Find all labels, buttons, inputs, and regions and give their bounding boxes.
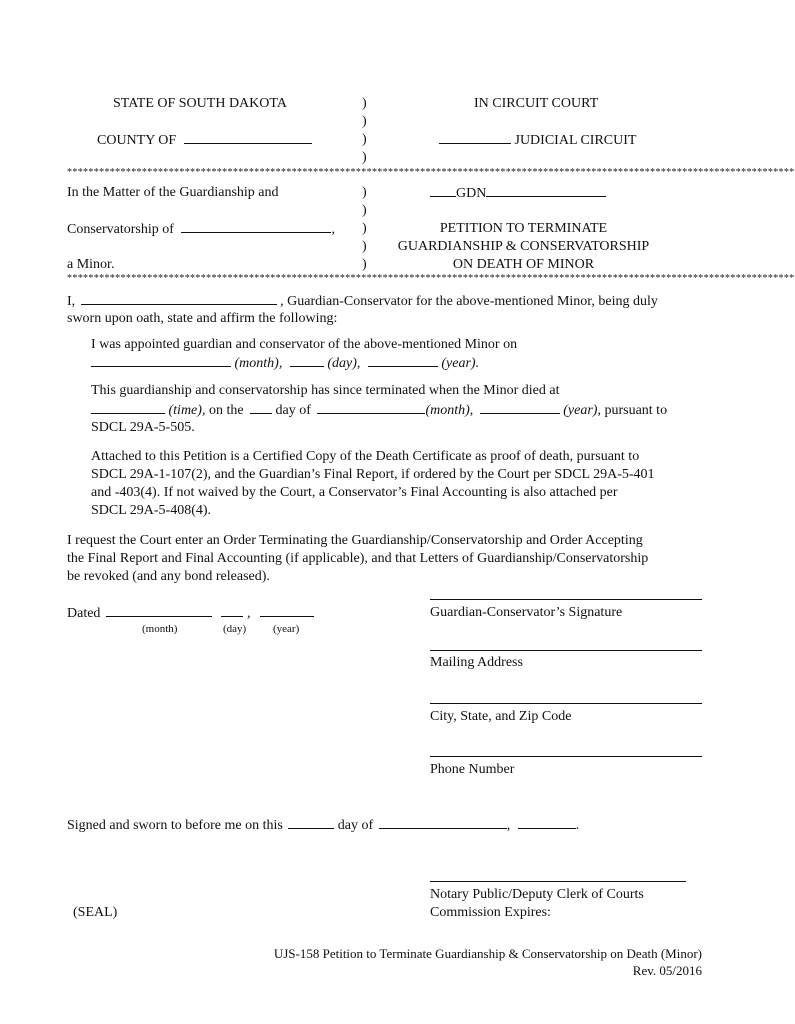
dated-line — [67, 604, 314, 622]
sworn-line — [67, 816, 579, 834]
comma: , — [278, 356, 283, 371]
matter-label: Conservatorship of — [67, 222, 174, 237]
appointed-year-blank[interactable] — [368, 354, 438, 367]
gdn-line — [430, 184, 606, 202]
intro-rest: , Guardian-Conservator for the above-mentioned Minor, being duly — [280, 294, 658, 309]
matter-line-3: a Minor. — [67, 257, 115, 272]
day-hint: (day) — [327, 356, 357, 371]
para3-line-4: SDCL 29A-5-408(4). — [91, 503, 212, 518]
caption-paren: ) — [362, 221, 367, 236]
gdn-label: GDN — [456, 186, 487, 201]
mailing-address-line[interactable] — [430, 650, 702, 651]
commission-expires-label: Commission Expires: — [430, 905, 551, 920]
seal-label: (SEAL) — [73, 905, 118, 920]
matter-line-1: In the Matter of the Guardianship and — [67, 185, 279, 200]
dated-month-blank[interactable] — [106, 604, 212, 617]
city-state-zip-label: City, State, and Zip Code — [430, 709, 572, 724]
star-divider: **************************************************************************************************************************************** — [67, 273, 795, 284]
revision-footer: Rev. 05/2016 — [632, 963, 702, 978]
period: . — [575, 818, 580, 833]
phone-line[interactable] — [430, 756, 702, 757]
phone-label: Phone Number — [430, 762, 515, 777]
doc-title-1: PETITION TO TERMINATE — [439, 221, 608, 236]
day-of: day of — [275, 403, 311, 418]
caption-paren: ) — [362, 239, 367, 254]
time-hint: (time) — [168, 403, 202, 418]
caption-paren: ) — [362, 114, 367, 129]
comma: , — [506, 818, 511, 833]
dated-year-hint: (year) — [273, 623, 300, 635]
death-year-blank[interactable] — [480, 401, 560, 414]
dated-year-blank[interactable] — [260, 604, 314, 617]
month-hint: (month) — [234, 356, 279, 371]
gdn-number-blank[interactable] — [486, 184, 606, 197]
para2-line-1: This guardianship and conservatorship has since terminated when the Minor died at — [91, 383, 560, 398]
sworn-day-blank[interactable] — [288, 816, 334, 829]
death-day-blank[interactable] — [250, 401, 272, 414]
death-month-blank[interactable] — [317, 401, 425, 414]
on-the: , on the — [201, 403, 244, 418]
comma: , — [469, 403, 474, 418]
circuit-label: JUDICIAL CIRCUIT — [514, 133, 637, 148]
para1-line-2 — [91, 354, 479, 372]
caption-paren: ) — [362, 96, 367, 111]
comma: , — [356, 356, 361, 371]
county-line — [97, 131, 312, 149]
month-hint: (month) — [425, 403, 470, 418]
caption-paren: ) — [362, 185, 367, 200]
death-time-blank[interactable] — [91, 401, 165, 414]
notary-label: Notary Public/Deputy Clerk of Courts — [430, 887, 644, 902]
intro-line-2: sworn upon oath, state and affirm the following: — [67, 311, 338, 326]
caption-paren: ) — [362, 203, 367, 218]
county-blank[interactable] — [184, 131, 312, 144]
pursuant: , pursuant to — [597, 403, 668, 418]
request-line-2: the Final Report and Final Accounting (if applicable), and that Letters of Guardianship/Conservatorship — [67, 551, 649, 566]
request-line-3: be revoked (and any bond released). — [67, 569, 270, 584]
dated-day-blank[interactable] — [221, 604, 243, 617]
star-divider: **************************************************************************************************************************************** — [67, 167, 795, 178]
sworn-month-blank[interactable] — [379, 816, 507, 829]
intro-line-1 — [67, 292, 658, 310]
gdn-prefix-blank[interactable] — [430, 184, 456, 197]
guardian-name-blank[interactable] — [81, 292, 277, 305]
para2-line-3: SDCL 29A-5-505. — [91, 420, 195, 435]
mailing-address-label: Mailing Address — [430, 655, 523, 670]
para3-line-1: Attached to this Petition is a Certified Copy of the Death Certificate as proof of death, pursuant to — [91, 449, 640, 464]
para1-line-1: I was appointed guardian and conservator of the above-mentioned Minor on — [91, 337, 518, 352]
para2-line-2 — [91, 401, 667, 419]
dated-label: Dated — [67, 606, 101, 621]
signature-label: Guardian-Conservator’s Signature — [430, 605, 623, 620]
intro-i: I, — [67, 294, 76, 309]
year-hint: (year) — [563, 403, 598, 418]
court-label: IN CIRCUIT COURT — [474, 96, 599, 111]
appointed-day-blank[interactable] — [290, 354, 324, 367]
doc-title-2: GUARDIANSHIP & CONSERVATORSHIP — [397, 239, 650, 254]
sworn-year-blank[interactable] — [518, 816, 576, 829]
para3-line-2: SDCL 29A-1-107(2), and the Guardian’s Final Report, if ordered by the Court per SDCL 29A-5-401 — [91, 467, 655, 482]
matter-line-2 — [67, 220, 335, 238]
circuit-line — [439, 131, 636, 149]
city-state-zip-line[interactable] — [430, 703, 702, 704]
minor-name-blank[interactable] — [181, 220, 331, 233]
appointed-month-blank[interactable] — [91, 354, 231, 367]
notary-signature-line[interactable] — [430, 881, 686, 882]
day-of: day of — [337, 818, 374, 833]
caption-paren: ) — [362, 132, 367, 147]
county-label: COUNTY OF — [97, 133, 177, 148]
year-hint: (year). — [441, 356, 480, 371]
sworn-prefix: Signed and sworn to before me on this — [67, 818, 283, 833]
dated-day-hint: (day) — [223, 623, 247, 635]
caption-paren: ) — [362, 150, 367, 165]
form-footer: UJS-158 Petition to Terminate Guardianship & Conservatorship on Death (Minor) — [273, 946, 702, 961]
para3-line-3: and -403(4). If not waived by the Court, a Conservator’s Final Accounting is also attached per — [91, 485, 618, 500]
dated-month-hint: (month) — [142, 623, 178, 635]
circuit-blank[interactable] — [439, 131, 511, 144]
caption-paren: ) — [362, 257, 367, 272]
state-label: STATE OF SOUTH DAKOTA — [113, 96, 287, 111]
comma: , — [246, 606, 251, 621]
doc-title-3: ON DEATH OF MINOR — [452, 257, 595, 272]
comma: , — [331, 222, 335, 237]
signature-line[interactable] — [430, 599, 702, 600]
request-line-1: I request the Court enter an Order Terminating the Guardianship/Conservatorship and Order Accepting — [67, 533, 643, 548]
